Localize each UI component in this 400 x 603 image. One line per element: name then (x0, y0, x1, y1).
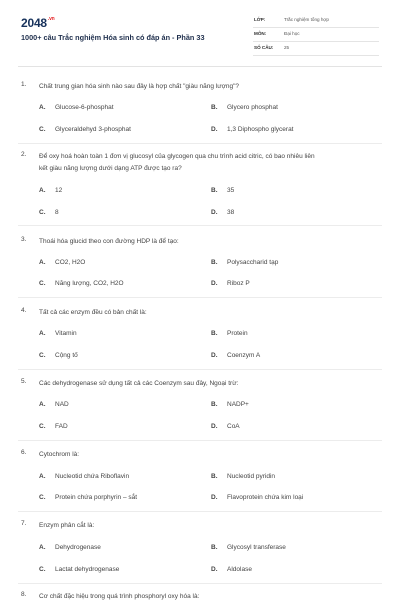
question-number: 4. (21, 307, 27, 314)
option-text: Cộng tố (55, 352, 78, 359)
option-text: Riboz P (227, 280, 250, 287)
option-letter: C. (39, 423, 46, 430)
option-b (211, 187, 234, 194)
option-d (211, 126, 294, 133)
question-text: Enzym phân cắt là: (39, 522, 95, 529)
option-text: NADP+ (227, 401, 249, 408)
question-divider (18, 297, 382, 298)
question-number: 1. (21, 81, 27, 88)
option-text: 8 (55, 209, 59, 216)
option-a (39, 473, 129, 480)
option-text: FAD (55, 423, 68, 430)
meta-key: LỚP: (254, 17, 266, 22)
option-letter: C. (39, 566, 46, 573)
option-a (39, 330, 77, 337)
option-a (39, 259, 85, 266)
meta-value: 25 (284, 45, 290, 50)
option-text: 38 (227, 209, 235, 216)
header (0, 0, 400, 66)
option-letter: D. (211, 566, 218, 573)
option-letter: B. (211, 401, 218, 408)
option-d (211, 423, 240, 430)
header-divider (18, 66, 382, 67)
meta-row-subject (253, 29, 379, 42)
option-letter: C. (39, 209, 46, 216)
question-text (39, 151, 375, 175)
option-letter: D. (211, 126, 218, 133)
option-letter: B. (211, 187, 218, 194)
option-letter: D. (211, 209, 218, 216)
option-text: Flavoprotein chứa kim loại (227, 494, 304, 501)
option-text: Glyceraldehyd 3-phosphat (55, 126, 131, 133)
option-letter: C. (39, 352, 46, 359)
option-a (39, 187, 62, 194)
option-c (39, 280, 124, 287)
meta-key: MÔN: (254, 31, 267, 36)
option-text: Dehydrogenase (55, 544, 101, 551)
option-text: 1,3 Diphospho glycerat (227, 126, 294, 133)
question-text: Chất trung gian hóa sinh nào sau đây là hợp chất "giàu năng lượng"? (39, 83, 239, 90)
meta-key: SỐ CÂU: (254, 45, 274, 50)
question-number: 6. (21, 449, 27, 456)
question-text: Các dehydrogenase sử dụng tất cả các Coenzym sau đây, Ngoại trừ: (39, 380, 239, 387)
option-letter: D. (211, 423, 218, 430)
option-letter: A. (39, 187, 46, 194)
option-b (211, 544, 286, 551)
question-number: 8. (21, 591, 27, 598)
option-b (211, 473, 275, 480)
option-letter: B. (211, 544, 218, 551)
logo-suffix: .vn (47, 16, 55, 22)
option-c (39, 352, 78, 359)
option-letter: A. (39, 259, 46, 266)
document-title: 1000+ câu Trắc nghiệm Hóa sinh có đáp án - Phần 33 (21, 33, 205, 42)
question-number: 5. (21, 378, 27, 385)
option-b (211, 104, 278, 111)
option-text: CoA (227, 423, 240, 430)
option-letter: D. (211, 494, 218, 501)
question-text: Cytochrom là: (39, 451, 80, 458)
option-a (39, 104, 114, 111)
question-divider (18, 440, 382, 441)
option-d (211, 494, 303, 501)
option-text: Protein (227, 330, 248, 337)
option-d (211, 566, 252, 573)
option-d (211, 280, 250, 287)
meta-row-count (253, 43, 379, 56)
option-letter: A. (39, 104, 46, 111)
option-letter: B. (211, 104, 218, 111)
question-number: 7. (21, 520, 27, 527)
option-c (39, 209, 59, 216)
option-c (39, 126, 131, 133)
question-divider (18, 143, 382, 144)
option-text: Năng lượng, CO2, H2O (55, 280, 124, 287)
option-b (211, 259, 278, 266)
question-text: Cơ chất đặc hiệu trong quá trình phosphoryl oxy hóa là: (39, 593, 200, 600)
option-text: Glycosyl transferase (227, 544, 286, 551)
question-text-line: Để oxy hoá hoàn toàn 1 đơn vị glucosyl của glycogen qua chu trình acid citric, có bao nhiêu liên (39, 153, 315, 160)
option-text: Nucleotid pyridin (227, 473, 276, 480)
site-logo[interactable] (21, 16, 55, 30)
option-b (211, 401, 249, 408)
option-letter: A. (39, 401, 46, 408)
option-letter: A. (39, 544, 46, 551)
option-letter: C. (39, 494, 46, 501)
option-d (211, 209, 234, 216)
option-c (39, 494, 137, 501)
option-text: NAD (55, 401, 69, 408)
question-divider (18, 225, 382, 226)
option-text: Aldolase (227, 566, 252, 573)
option-text: Nucleotid chứa Riboflavin (55, 473, 130, 480)
option-letter: B. (211, 330, 218, 337)
option-letter: A. (39, 330, 46, 337)
question-number: 3. (21, 236, 27, 243)
option-a (39, 401, 69, 408)
option-text: Coenzym A (227, 352, 261, 359)
question-number: 2. (21, 151, 27, 158)
option-letter: B. (211, 473, 218, 480)
question-text: Thoái hóa glucid theo con đường HDP là để tạo: (39, 238, 179, 245)
option-d (211, 352, 260, 359)
option-letter: C. (39, 280, 46, 287)
option-text: 12 (55, 187, 63, 194)
option-letter: C. (39, 126, 46, 133)
question-text-line: kết giàu năng lượng dưới dạng ATP được tạo ra? (39, 165, 182, 172)
logo-text: 2048 (21, 16, 47, 30)
question-divider (18, 511, 382, 512)
option-text: CO2, H2O (55, 259, 86, 266)
meta-row-class (253, 15, 379, 28)
option-letter: B. (211, 259, 218, 266)
option-text: Polysaccharid tạp (227, 259, 279, 266)
question-divider (18, 369, 382, 370)
option-text: Lactat dehydrogenase (55, 566, 120, 573)
option-letter: D. (211, 280, 218, 287)
option-letter: D. (211, 352, 218, 359)
option-c (39, 423, 68, 430)
question-divider (18, 583, 382, 584)
option-b (211, 330, 248, 337)
option-text: 35 (227, 187, 235, 194)
question-text: Tất cả các enzym đều có bản chất là: (39, 309, 147, 316)
option-text: Protein chứa porphyrin – sắt (55, 494, 138, 501)
option-text: Glucose-6-phosphat (55, 104, 114, 111)
meta-value: Đại học (284, 31, 300, 36)
option-text: Vitamin (55, 330, 77, 337)
option-letter: A. (39, 473, 46, 480)
option-text: Glycero phosphat (227, 104, 278, 111)
meta-value: Trắc nghiệm tổng hợp (284, 17, 329, 22)
option-a (39, 544, 101, 551)
option-c (39, 566, 119, 573)
